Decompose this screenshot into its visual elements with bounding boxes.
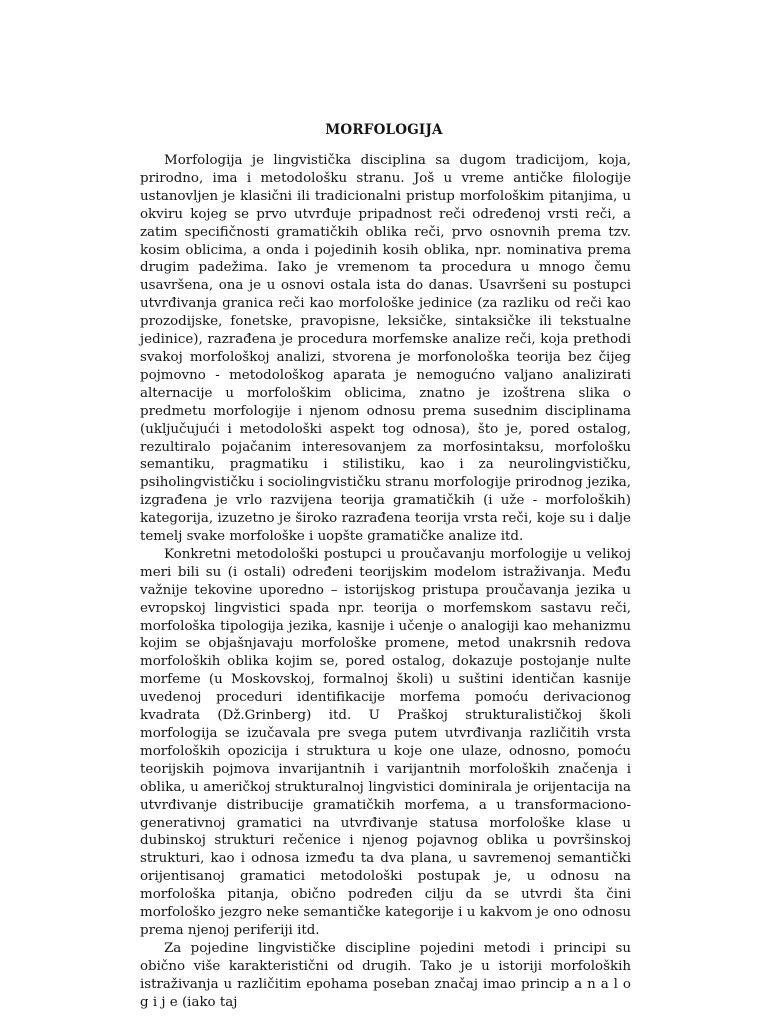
paragraph-2: Konkretni metodološki postupci u proučavanju morfologije u velikoj meri bili su (i ostali) određeni teorijskim modelom istraživanja. Među važnije tekovine uporedno – istorijskog pristupa proučavanja jezika u evropskoj lingvistici spada npr. teorija o morfemskom sastavu reči, morfološka tipologija jezika, kasnije i učenje o analogiji kao mehanizmu kojim se objašnjavaju morfološke promene, metod unakrsnih redova morfoloških oblika kojim se, pored ostalog, dokazuje postojanje nulte morfeme (u Moskovskoj, formalnoj školi) u suštini identičan kasnije uvedenoj proceduri identifikacije morfema pomoću derivacionog kvadrata (Dž.Grinberg) itd. U Praškoj strukturalističkoj školi morfologija se izučavala pre svega putem utvrđivanja različitih vrsta morfoloških opozicija i struktura u koje one ulaze, odnosno, pomoću teorijskih pojmova invarijantnih i varijantnih morfoloških značenja i oblika, u američkoj strukturalnoj lingvistici dominirala je orijentacija na utvrđivanje distribucije gramatičkih morfema, a u transformaciono-generativnoj gramatici na utvrđivanje statusa morfološke klase u dubinskoj strukturi rečenice i njenog pojavnog oblika u površinskoj strukturi, kao i odnosa između ta dva plana, u savremenoj semantički orijentisanoj gramatici metodološki postupak je, u odnosu na morfološka pitanja, obično podređen cilju da se utvrdi šta čini morfološko jezgro neke semantičke kategorije i u kakvom je ono odnosu prema njenoj periferiji itd. — [140, 546, 631, 938]
paragraph-3: Za pojedine lingvističke discipline pojedini metodi i principi su obično više karakteristični od drugih. Tako je u istoriji morfoloških istraživanja u različitim epohama poseban značaj imao princip a n a l o g i j e (iako taj — [140, 940, 631, 1010]
document-body — [140, 152, 631, 1012]
document-title: MORFOLOGIJA — [325, 122, 443, 138]
paragraph-1: Morfologija je lingvistička disciplina sa dugom tradicijom, koja, prirodno, ima i metodološku stranu. Još u vreme antičke filologije ustanovljen je klasični ili tradicionalni pristup morfološkim pitanjima, u okviru kojeg se prvo utvrđuje pripadnost reči određenoj vrsti reči, a zatim specifičnosti gramatičkih oblika reči, prvo osnovnih prema tzv. kosim oblicima, a onda i pojedinih kosih oblika, npr. nominativa prema drugim padežima. Iako je vremenom ta procedura u mnogo čemu usavršena, ona je u osnovi ostala ista do danas. Usavršeni su postupci utvrđivanja granica reči kao morfološke jedinice (za razliku od reči kao prozodijske, fonetske, pravopisne, leksičke, sintaksičke ili tekstualne jedinice), razrađena je procedura morfemske analize reči, koja prethodi svakoj morfološkoj analizi, stvorena je morfonološka teorija bez čijeg pojmovno - metodološkog aparata je nemogućno valjano analizirati alternacije u morfološkim oblicima, znatno je izoštrena slika o predmetu morfologije i njenom odnosu prema susednim disciplinama (uključujući i metodološki aspekt tog odnosa), što je, pored ostalog, rezultiralo pojačanim interesovanjem za morfosintaksu, morfološku semantiku, pragmatiku i stilistiku, kao i za neurolingvističku, psiholingvističku i sociolingvističku stranu morfologije prirodnog jezika, izgrađena je vrlo razvijena teorija gramatičkih (i uže - morfoloških) kategorija, izuzetno je široko razrađena teorija vrsta reči, koje su i dalje temelj svake morfološke i uopšte gramatičke analize itd. — [140, 153, 631, 545]
